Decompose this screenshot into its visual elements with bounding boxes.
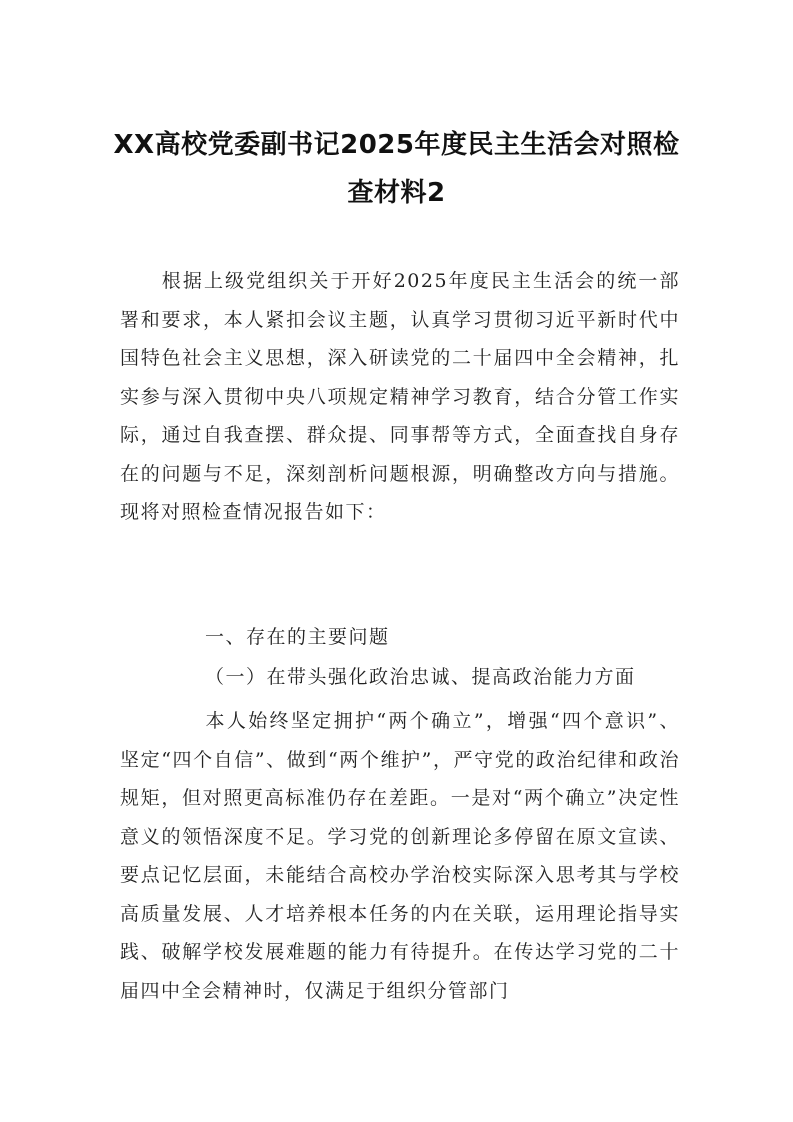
- subsection-heading-political-loyalty: （一）在带头强化政治忠诚、提高政治能力方面: [205, 666, 636, 688]
- section-heading-main-problems: 一、存在的主要问题: [205, 626, 390, 648]
- subsection-paragraph: 本人始终坚定拥护“两个确立”，增强“四个意识”、坚定“四个自信”、做到“两个维护”，严守党的政治纪律和政治规矩，但对照更高标准仍存在差距。一是对“两个确立”决定性意义的领悟深度不足。学习党的创新理论多停留在原文宣读、要点记忆层面，未能结合高校办学治校实际深入思考其与学校高质量发展、人才培养根本任务的内在关联，运用理论指导实践、破解学校发展难题的能力有待提升。在传达学习党的二十届四中全会精神时，仅满足于组织分管部门: [120, 710, 680, 1002]
- intro-paragraph: 根据上级党组织关于开好2025年度民主生活会的统一部署和要求，本人紧扣会议主题，认真学习贯彻习近平新时代中国特色社会主义思想，深入研读党的二十届四中全会精神，扎实参与深入贯彻中央八项规定精神学习教育，结合分管工作实际，通过自我查摆、群众提、同事帮等方式，全面查找自身存在的问题与不足，深刻剖析问题根源，明确整改方向与措施。现将对照检查情况报告如下：: [120, 270, 680, 523]
- document-title-line-2: 查材料2: [347, 178, 446, 208]
- document-title-line-1: XX高校党委副书记2025年度民主生活会对照检: [113, 130, 680, 160]
